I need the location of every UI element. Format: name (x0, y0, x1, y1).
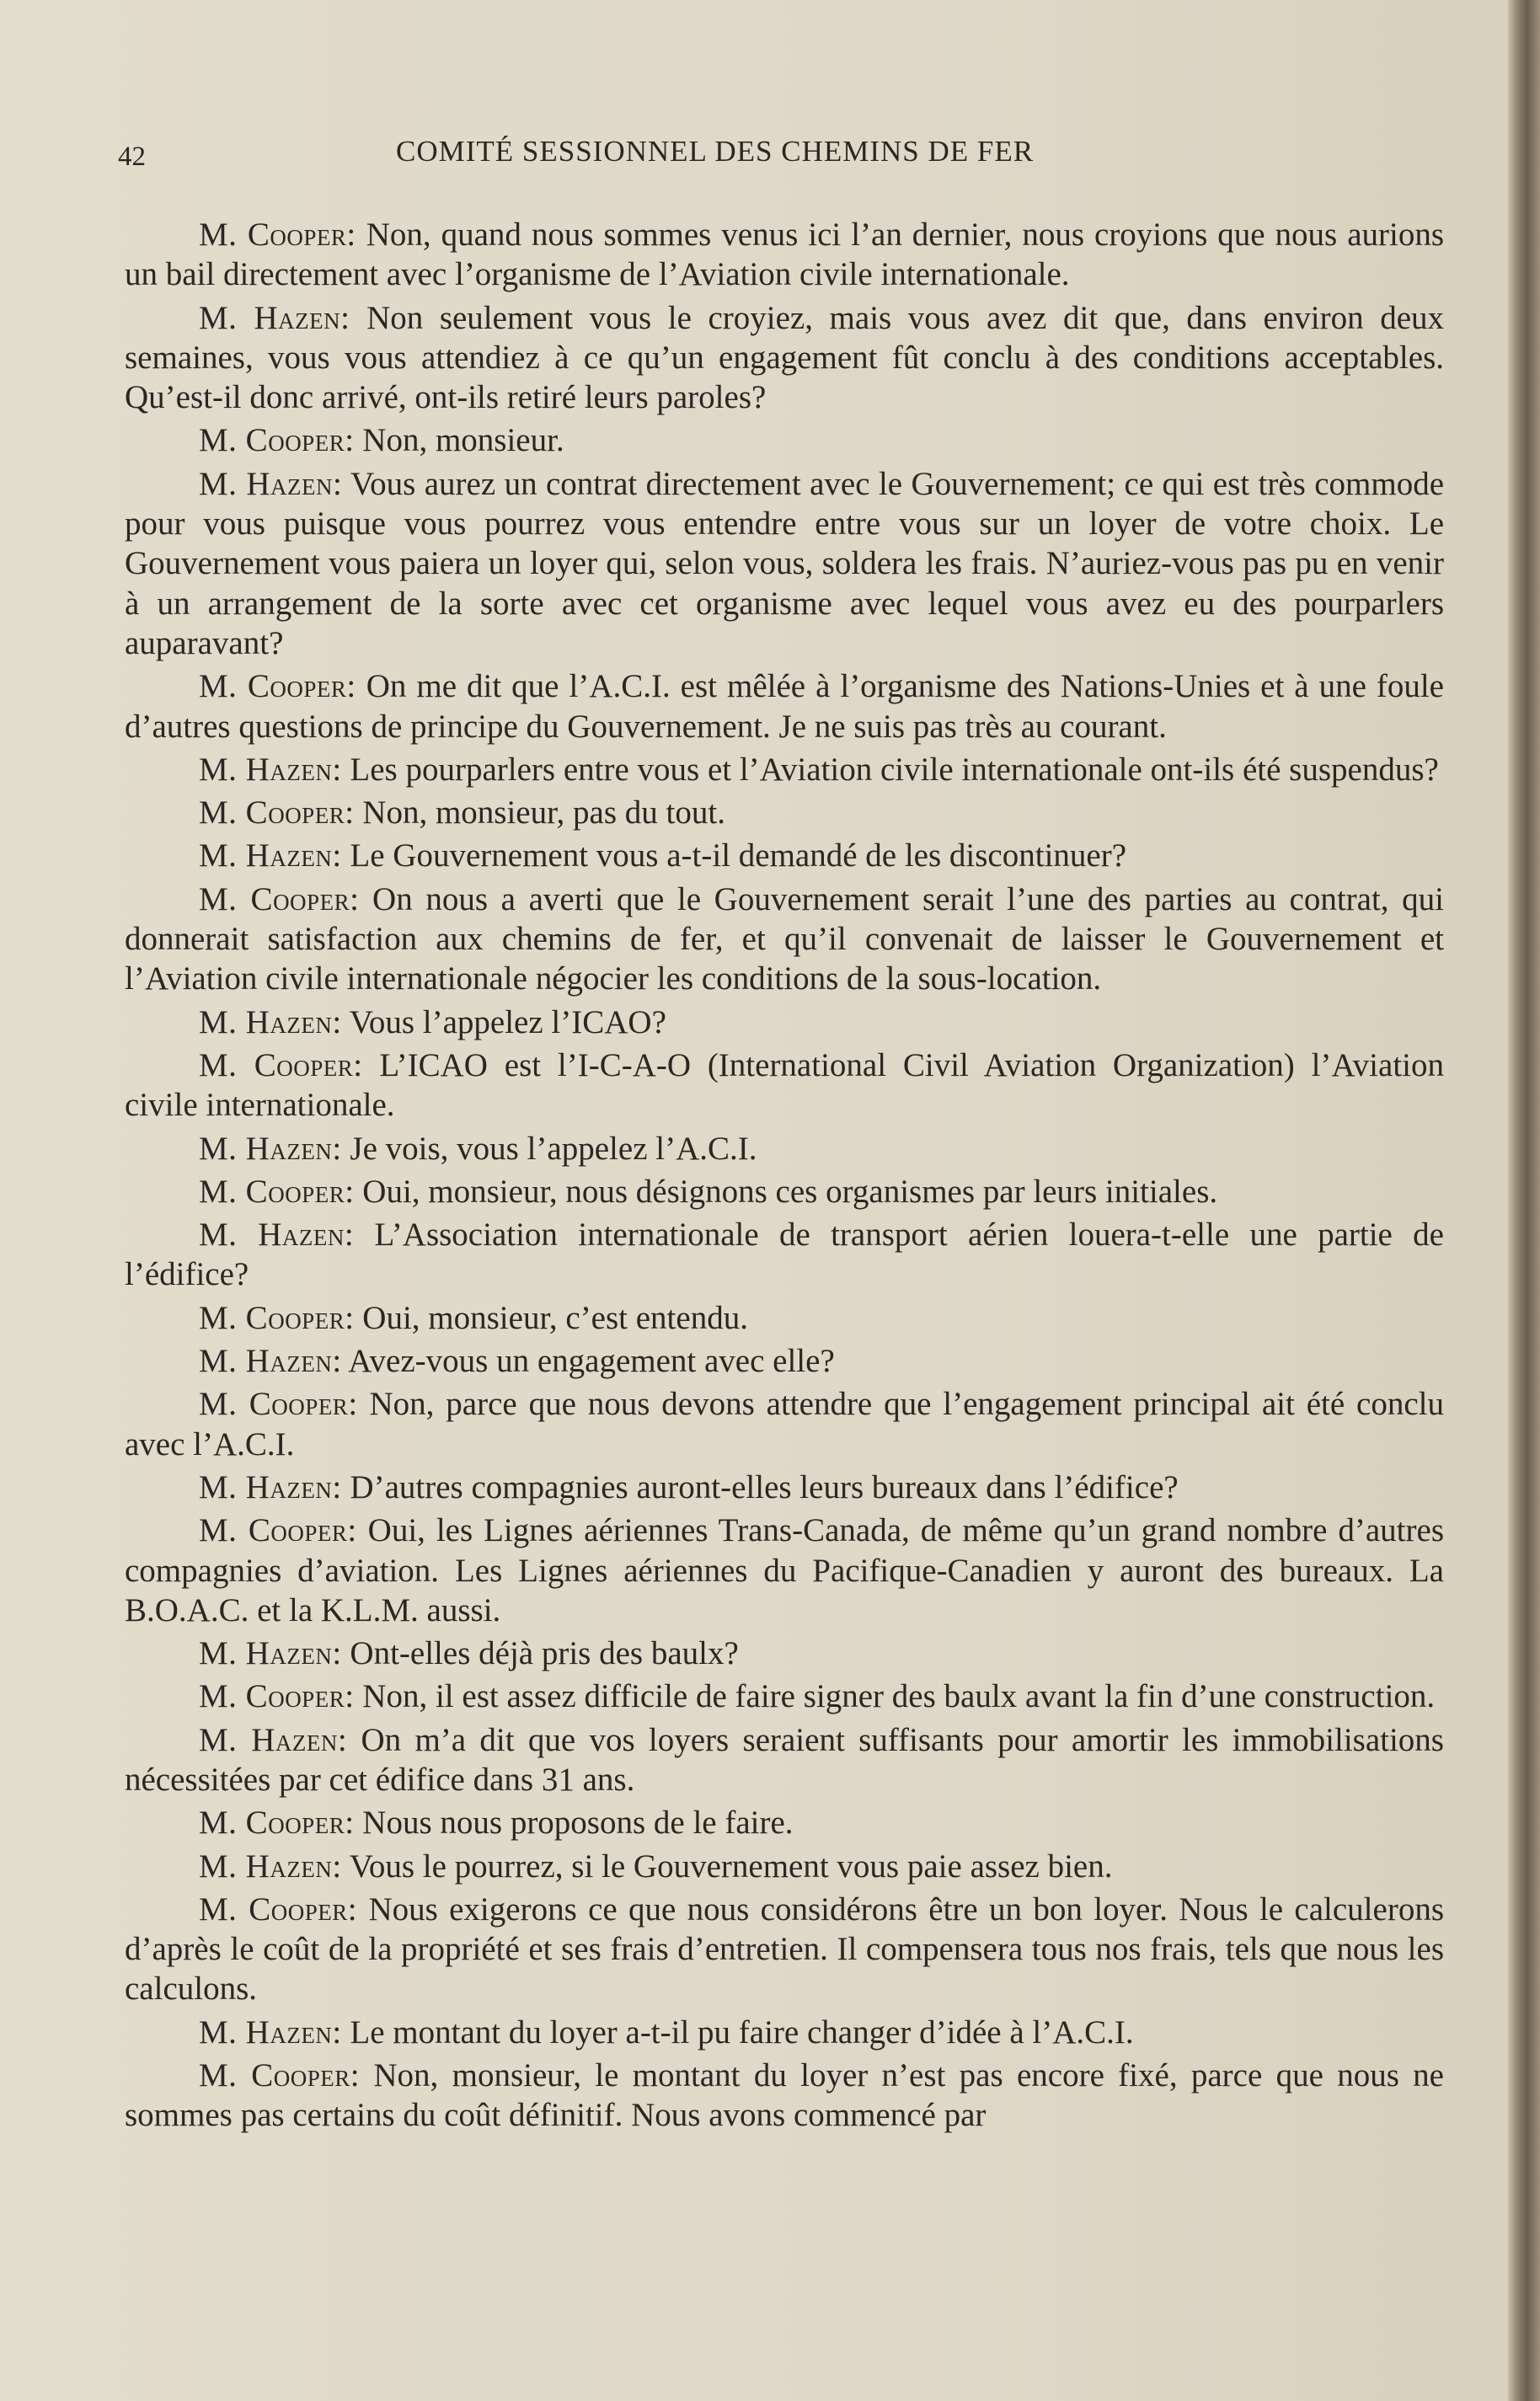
transcript-paragraph (125, 1298, 1444, 1338)
speech-text: Oui, monsieur, nous désignons ces organismes par leurs initiales. (354, 1173, 1218, 1210)
speaker-name: M. Cooper: (199, 1299, 355, 1336)
page-number: 42 (118, 142, 146, 172)
speaker-name: M. Cooper: (199, 1512, 357, 1549)
transcript-paragraph (125, 298, 1444, 418)
transcript-paragraph (125, 1003, 1444, 1042)
speech-text: Non, monsieur, pas du tout. (354, 794, 725, 832)
transcript-paragraph (125, 1172, 1444, 1211)
transcript-paragraph (125, 1468, 1444, 1507)
speaker-name: M. Cooper: (199, 668, 356, 705)
speech-text: On nous a averti que le Gouvernement serait l’une des parties au contrat, qui donnerait satisfaction aux chemins de fer, et qu’il convenait de laisser le Gouvernement et l’Aviation civile internationale négocier les conditions de la sous-location. (125, 880, 1445, 997)
speech-text: Nous exigerons ce que nous considérons être un bon loyer. Nous le calculerons d’après le coût de la propriété et ses frais d’entretien. Il compensera tous nos frais, tels que nous les calculons. (125, 1890, 1444, 2008)
transcript-paragraph (125, 666, 1444, 746)
speech-text: Les pourparlers entre vous et l’Aviation civile internationale ont-ils été suspendus? (341, 751, 1439, 788)
speaker-name: M. Cooper: (199, 1890, 358, 1928)
transcript-paragraph (125, 1511, 1444, 1630)
speaker-name: M. Cooper: (199, 1386, 358, 1423)
transcript-paragraph (125, 1384, 1444, 1464)
speaker-name: M. Cooper: (199, 794, 355, 832)
speech-text: Je vois, vous l’appelez l’A.C.I. (341, 1130, 757, 1167)
transcript-paragraph (125, 880, 1444, 999)
speaker-name: M. Hazen: (199, 1848, 342, 1885)
book-spine-edge (1508, 0, 1540, 2401)
speaker-name: M. Cooper: (199, 217, 356, 253)
speech-text: Ont-elles déjà pris des baulx? (341, 1635, 739, 1672)
speech-text: Le montant du loyer a-t-il pu faire changer d’idée à l’A.C.I. (341, 2013, 1134, 2051)
speech-text: Non, monsieur, le montant du loyer n’est pas encore fixé, parce que nous ne sommes pas certains du coût définitif. Nous avons commencé par (125, 2057, 1444, 2134)
speech-text: L’ICAO est l’I-C-A-O (International Civil Aviation Organization) l’Aviation civile internationale. (125, 1046, 1445, 1124)
speaker-name: M. Hazen: (199, 2013, 342, 2051)
speaker-name: M. Hazen: (199, 1003, 342, 1040)
speaker-name: M. Hazen: (199, 1343, 342, 1380)
speech-text: Vous le pourrez, si le Gouvernement vous paie assez bien. (341, 1848, 1113, 1885)
speech-text: Non, monsieur. (354, 422, 564, 459)
speech-text: Non, il est assez difficile de faire signer des baulx avant la fin d’une construction. (354, 1678, 1436, 1715)
speech-text: Oui, monsieur, c’est entendu. (354, 1299, 748, 1336)
speech-text: Le Gouvernement vous a-t-il demandé de les discontinuer? (341, 837, 1127, 874)
speaker-name: M. Cooper: (199, 422, 355, 459)
speech-text: D’autres compagnies auront-elles leurs bureaux dans l’édifice? (341, 1468, 1179, 1505)
running-title: COMITÉ SESSIONNEL DES CHEMINS DE FER (396, 135, 1035, 168)
speaker-name: M. Cooper: (199, 1678, 355, 1715)
transcript-paragraph (125, 1215, 1444, 1295)
transcript-paragraph (125, 1847, 1444, 1886)
transcript-paragraph (125, 1676, 1444, 1716)
speech-text: On me dit que l’A.C.I. est mêlée à l’organisme des Nations-Unies et à une foule d’autres questions de principe du Gouvernement. Je ne suis pas très au courant. (125, 668, 1444, 745)
transcript-paragraph (125, 1341, 1444, 1381)
transcript-paragraph (125, 1634, 1444, 1673)
speech-text: L’Association internationale de transport aérien louera-t-elle une partie de l’édifice? (125, 1217, 1444, 1293)
transcript-paragraph (125, 1045, 1444, 1126)
speaker-name: M. Hazen: (199, 1217, 355, 1254)
transcript-paragraph (125, 464, 1444, 663)
speaker-name: M. Hazen: (199, 1721, 348, 1758)
speaker-name: M. Hazen: (199, 465, 343, 502)
speech-text: Avez-vous un engagement avec elle? (341, 1343, 835, 1380)
speech-text: Non, quand nous sommes venus ici l’an dernier, nous croyions que nous aurions un bail directement avec l’organisme de l’Aviation civile internationale. (125, 217, 1444, 293)
speaker-name: M. Cooper: (199, 1805, 355, 1842)
speech-text: Vous aurez un contrat directement avec le Gouvernement; ce qui est très commode pour vous puisque vous pourrez vous entendre entre vous sur un loyer de votre choix. Le Gouvernement vous paiera un loyer qui, selon vous, soldera les frais. N’auriez-vous pas pu en venir à un arrangement de la sorte avec cet organisme avec lequel vous avez eu des pourparlers auparavant? (125, 465, 1444, 661)
speaker-name: M. Hazen: (199, 1468, 342, 1505)
transcript-paragraph (125, 215, 1444, 295)
transcript-paragraph (125, 2013, 1444, 2052)
speaker-name: M. Cooper: (199, 880, 360, 917)
page-header (118, 135, 1441, 185)
transcript-body (125, 215, 1444, 2139)
transcript-paragraph (125, 836, 1444, 875)
speaker-name: M. Hazen: (199, 1635, 342, 1672)
speaker-name: M. Hazen: (199, 837, 342, 874)
transcript-paragraph (125, 793, 1444, 832)
speaker-name: M. Hazen: (199, 751, 342, 788)
speech-text: Non seulement vous le croyiez, mais vous avez dit que, dans environ deux semaines, vous vous attendiez à ce qu’un engagement fût conclu à des conditions acceptables. Qu’est-il donc arrivé, ont-ils retiré leurs paroles? (125, 299, 1445, 416)
transcript-paragraph (125, 420, 1444, 460)
transcript-paragraph (125, 1129, 1444, 1168)
speaker-name: M. Cooper: (199, 1046, 363, 1083)
transcript-paragraph (125, 1720, 1444, 1800)
speech-text: On m’a dit que vos loyers seraient suffisants pour amortir les immobilisations nécessitées par cet édifice dans 31 ans. (125, 1721, 1444, 1798)
transcript-paragraph (125, 2056, 1444, 2136)
transcript-paragraph (125, 750, 1444, 789)
speaker-name: M. Hazen: (199, 1130, 342, 1167)
transcript-paragraph (125, 1803, 1444, 1842)
transcript-paragraph (125, 1890, 1444, 2009)
speaker-name: M. Cooper: (199, 1173, 355, 1210)
speaker-name: M. Hazen: (199, 299, 350, 336)
speaker-name: M. Cooper: (199, 2057, 361, 2094)
speech-text: Non, parce que nous devons attendre que l’engagement principal ait été conclu avec l’A.C.I. (125, 1386, 1444, 1463)
speech-text: Nous nous proposons de le faire. (354, 1805, 794, 1842)
speech-text: Oui, les Lignes aériennes Trans-Canada, de même qu’un grand nombre d’autres compagnies d’aviation. Les Lignes aériennes du Pacifique-Canadien y auront des bureaux. La B.O.A.C. et la K.L.M. aussi. (125, 1512, 1444, 1628)
speech-text: Vous l’appelez l’ICAO? (341, 1003, 666, 1040)
